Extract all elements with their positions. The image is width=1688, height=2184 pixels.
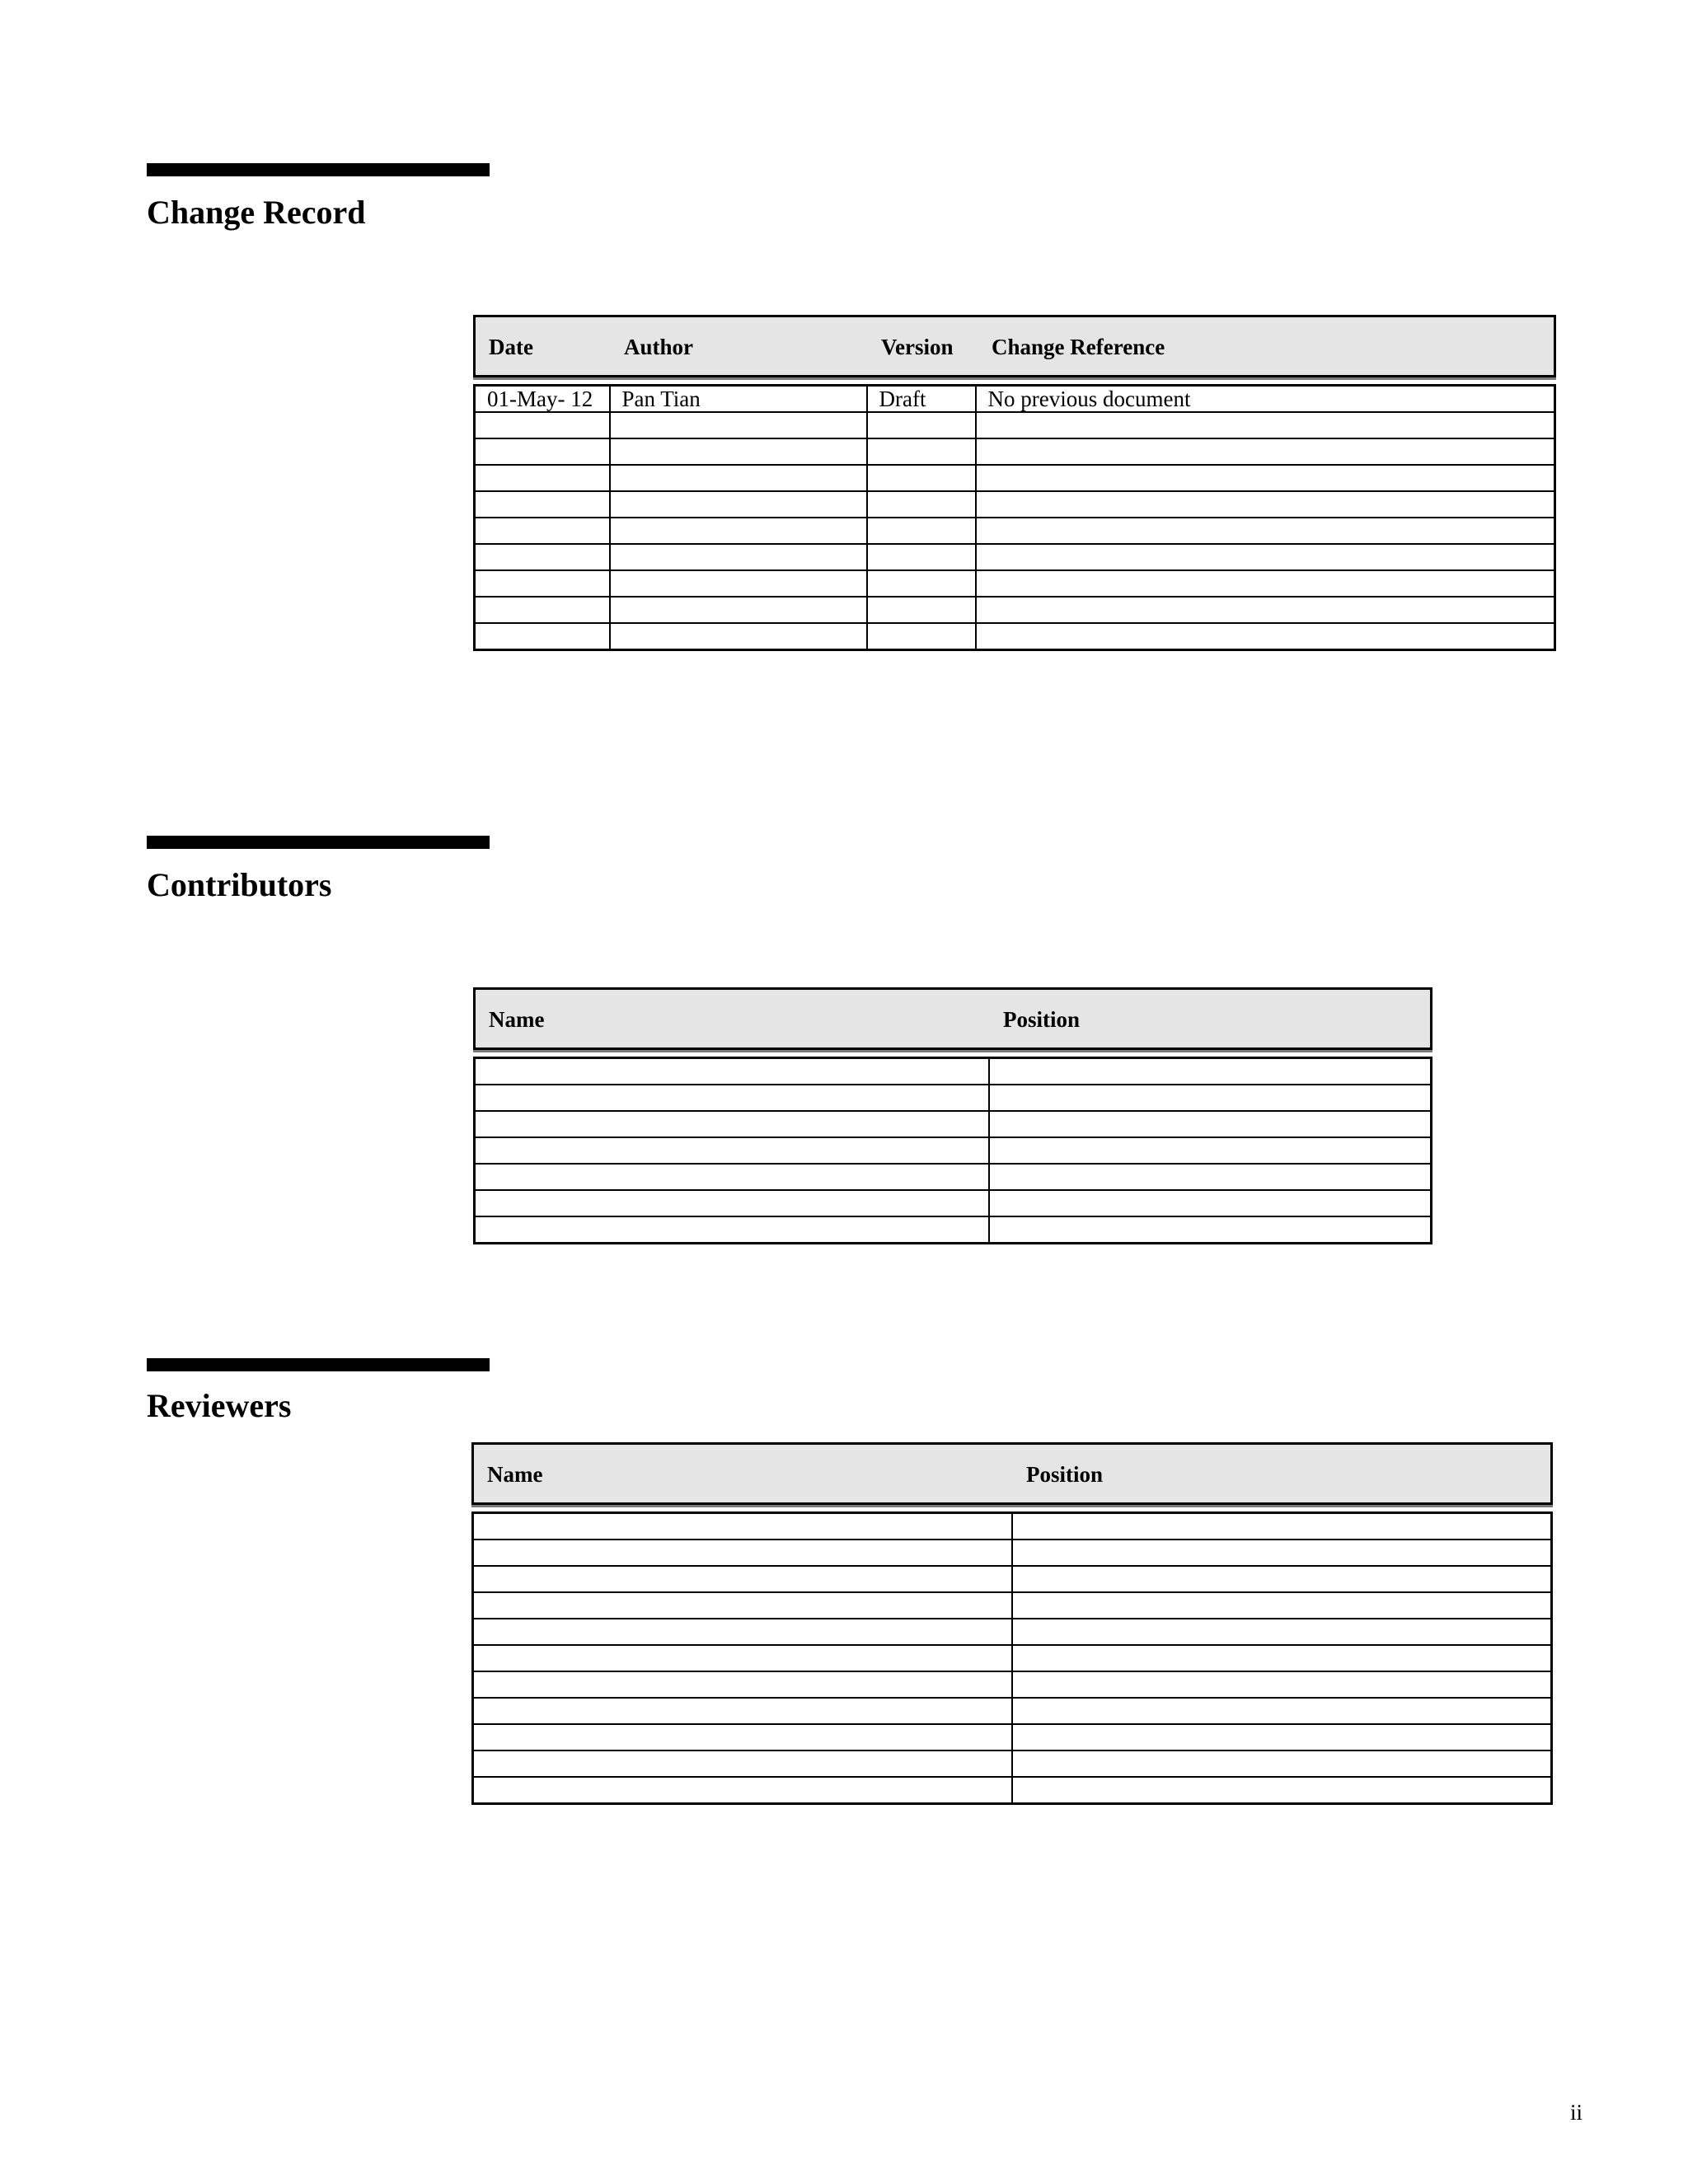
table-cell: [475, 412, 610, 438]
table-cell: [867, 597, 976, 623]
table-cell: [989, 1085, 1432, 1111]
table-cell: [867, 623, 976, 650]
table-row: [475, 1137, 1432, 1164]
change-record-heading: Change Record: [147, 194, 366, 231]
table-cell: [1012, 1777, 1552, 1804]
table-cell: [475, 597, 610, 623]
section-rule-contributors: [147, 836, 490, 849]
table-cell: [475, 623, 610, 650]
contributors-table: [473, 1057, 1432, 1244]
table-cell: [475, 544, 610, 570]
table-row: [475, 386, 1555, 413]
table-row: [473, 1777, 1552, 1804]
table-cell: [473, 1592, 1012, 1619]
reviewers-heading: Reviewers: [147, 1387, 292, 1424]
table-row: [473, 1724, 1552, 1750]
table-cell: [475, 1111, 989, 1137]
table-cell: Draft: [867, 386, 976, 413]
table-cell: [610, 438, 867, 465]
table-cell: [1012, 1513, 1552, 1540]
column-header-position: Position: [1003, 1007, 1081, 1032]
table-row: [475, 1058, 1432, 1085]
table-cell: Pan Tian: [610, 386, 867, 413]
table-row: [475, 1164, 1432, 1190]
table-row: [473, 1671, 1552, 1698]
table-row: [473, 1540, 1552, 1566]
table-cell: [473, 1698, 1012, 1724]
table-cell: [867, 544, 976, 570]
table-cell: [473, 1645, 1012, 1671]
table-row: [475, 465, 1555, 491]
table-cell: [1012, 1592, 1552, 1619]
table-cell: [610, 597, 867, 623]
column-header-name: Name: [489, 1007, 545, 1032]
column-header-version: Version: [881, 335, 954, 359]
table-cell: [1012, 1645, 1552, 1671]
table-row: [475, 1190, 1432, 1216]
table-cell: [989, 1164, 1432, 1190]
table-cell: [1012, 1619, 1552, 1645]
change-record-header: [473, 315, 1556, 377]
table-cell: [475, 438, 610, 465]
table-row: [475, 597, 1555, 623]
table-cell: [1012, 1671, 1552, 1698]
table-row: [473, 1750, 1552, 1777]
table-cell: [475, 1190, 989, 1216]
table-cell: [473, 1777, 1012, 1804]
table-cell: [610, 412, 867, 438]
table-cell: [867, 412, 976, 438]
table-cell: [976, 438, 1555, 465]
table-row: [473, 1592, 1552, 1619]
column-header-date: Date: [489, 335, 533, 359]
table-row: [473, 1645, 1552, 1671]
table-row: [475, 570, 1555, 597]
table-cell: [1012, 1540, 1552, 1566]
table-row: [473, 1566, 1552, 1592]
table-cell: [475, 1085, 989, 1111]
table-cell: [473, 1671, 1012, 1698]
table-cell: [976, 465, 1555, 491]
table-cell: [989, 1058, 1432, 1085]
table-cell: [867, 518, 976, 544]
table-cell: [473, 1619, 1012, 1645]
table-cell: 01-May- 12: [475, 386, 610, 413]
table-cell: [610, 491, 867, 518]
table-row: [475, 412, 1555, 438]
table-cell: [475, 518, 610, 544]
table-cell: [976, 623, 1555, 650]
table-cell: [976, 597, 1555, 623]
table-cell: [976, 518, 1555, 544]
reviewers-table: [471, 1511, 1553, 1805]
table-row: [475, 491, 1555, 518]
table-cell: [475, 1137, 989, 1164]
table-cell: [473, 1724, 1012, 1750]
table-cell: [610, 518, 867, 544]
table-cell: [976, 491, 1555, 518]
table-cell: [610, 465, 867, 491]
table-cell: [989, 1216, 1432, 1244]
table-row: [475, 623, 1555, 650]
column-header-name: Name: [487, 1462, 543, 1487]
table-row: [475, 1085, 1432, 1111]
section-rule-reviewers: [147, 1358, 490, 1371]
table-cell: [475, 1058, 989, 1085]
column-header-change-reference: Change Reference: [992, 335, 1165, 359]
column-header-position: Position: [1026, 1462, 1104, 1487]
table-cell: [989, 1190, 1432, 1216]
table-row: [475, 1216, 1432, 1244]
table-cell: [610, 544, 867, 570]
table-cell: [989, 1111, 1432, 1137]
contributors-header: [473, 987, 1432, 1050]
table-row: [473, 1513, 1552, 1540]
table-cell: [1012, 1724, 1552, 1750]
table-row: [475, 518, 1555, 544]
table-cell: [976, 544, 1555, 570]
page-number: ii: [1569, 2100, 1582, 2125]
reviewers-header: [471, 1442, 1553, 1505]
table-cell: [867, 465, 976, 491]
table-cell: [473, 1750, 1012, 1777]
table-cell: [475, 1216, 989, 1244]
change-record-table: [473, 384, 1556, 651]
table-row: [475, 544, 1555, 570]
table-cell: [475, 465, 610, 491]
table-cell: [475, 570, 610, 597]
table-row: [473, 1619, 1552, 1645]
table-cell: [610, 570, 867, 597]
section-rule-change-record: [147, 163, 490, 176]
table-row: [475, 1111, 1432, 1137]
table-cell: [473, 1513, 1012, 1540]
table-cell: [475, 491, 610, 518]
table-row: [475, 438, 1555, 465]
table-cell: [1012, 1750, 1552, 1777]
table-cell: No previous document: [976, 386, 1555, 413]
table-cell: [867, 570, 976, 597]
table-cell: [976, 570, 1555, 597]
contributors-heading: Contributors: [147, 866, 332, 903]
table-cell: [473, 1566, 1012, 1592]
table-cell: [867, 438, 976, 465]
table-cell: [475, 1164, 989, 1190]
column-header-author: Author: [624, 335, 694, 359]
table-cell: [1012, 1698, 1552, 1724]
table-cell: [989, 1137, 1432, 1164]
table-cell: [610, 623, 867, 650]
table-cell: [473, 1540, 1012, 1566]
table-cell: [1012, 1566, 1552, 1592]
table-cell: [976, 412, 1555, 438]
table-cell: [867, 491, 976, 518]
table-row: [473, 1698, 1552, 1724]
